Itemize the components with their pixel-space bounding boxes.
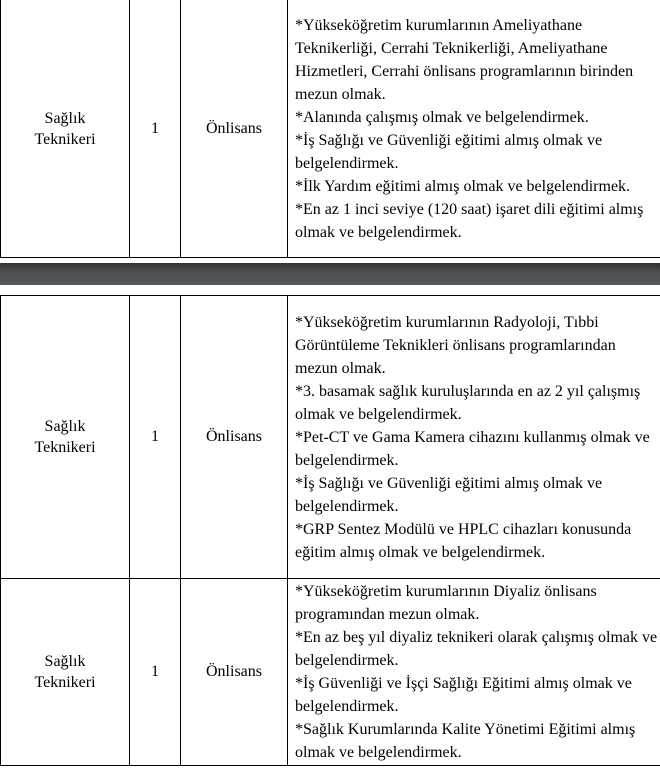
position-word: Teknikeri [34,674,96,691]
count-cell: 1 [130,296,181,579]
requirement-item: *Alanında çalışmış olmak ve belgelendirmek. [295,108,589,126]
requirement-item: *GRP Sentez Modülü ve HPLC cihazları konusunda eğitim almış olmak ve belgelendirmek. [295,520,632,561]
position-table-bottom [0,295,660,766]
position-cell [1,579,130,766]
requirement-item: *İş Güvenliği ve İşçi Sağlığı Eğitimi almış olmak ve belgelendirmek. [295,675,632,715]
education-cell: Önlisans [181,296,288,579]
requirement-item: *İlk Yardım eğitimi almış olmak ve belgelendirmek. [295,177,631,195]
position-table-top [0,0,660,258]
position-word: Sağlık [44,653,86,670]
requirements-cell [288,0,660,258]
education-cell: Önlisans [181,0,288,258]
requirements-cell [288,296,660,579]
education-cell: Önlisans [181,579,288,766]
count-cell: 1 [130,0,181,258]
requirement-item: *Sağlık Kurumlarında Kalite Yönetimi Eğitimi almış olmak ve belgelendirmek. [295,721,636,761]
requirement-item: *Yükseköğretim kurumlarının Radyoloji, Tıbbi Görüntüleme Teknikleri önlisans programlarından mezun olmak. [295,313,616,377]
requirement-item: *En az 1 inci seviye (120 saat) işaret dili eğitimi almış olmak ve belgelendirmek. [295,200,644,241]
page-separator-bar [0,263,660,285]
requirements-cell [288,579,660,766]
requirement-item: *İş Sağlığı ve Güvenliği eğitimi almış olmak ve belgelendirmek. [295,474,603,515]
position-word: Sağlık [44,418,86,435]
count-cell: 1 [130,579,181,766]
requirement-item: *En az beş yıl diyaliz teknikeri olarak çalışmış olmak ve belgelendirmek. [295,629,658,669]
position-word: Teknikeri [34,130,96,148]
table-row [1,296,660,579]
table-row [1,579,660,766]
position-word: Sağlık [44,109,86,127]
table-row [1,0,660,258]
requirement-item: *Yükseköğretim kurumlarının Diyaliz önlisans programından mezun olmak. [295,583,597,623]
position-cell [1,0,130,258]
requirement-item: *Pet-CT ve Gama Kamera cihazını kullanmış olmak ve belgelendirmek. [295,428,650,469]
requirement-item: *Yükseköğretim kurumlarının Ameliyathane Teknikerliği, Cerrahi Teknikerliği, Ameliyathane Hizmetleri, Cerrahi önlisans programlarının birinden mezun olmak. [295,16,634,103]
requirement-item: *İş Sağlığı ve Güvenliği eğitimi almış olmak ve belgelendirmek. [295,131,603,172]
position-word: Teknikeri [34,439,96,456]
position-cell [1,296,130,579]
requirement-item: *3. basamak sağlık kuruluşlarında en az 2 yıl çalışmış olmak ve belgelendirmek. [295,382,641,423]
